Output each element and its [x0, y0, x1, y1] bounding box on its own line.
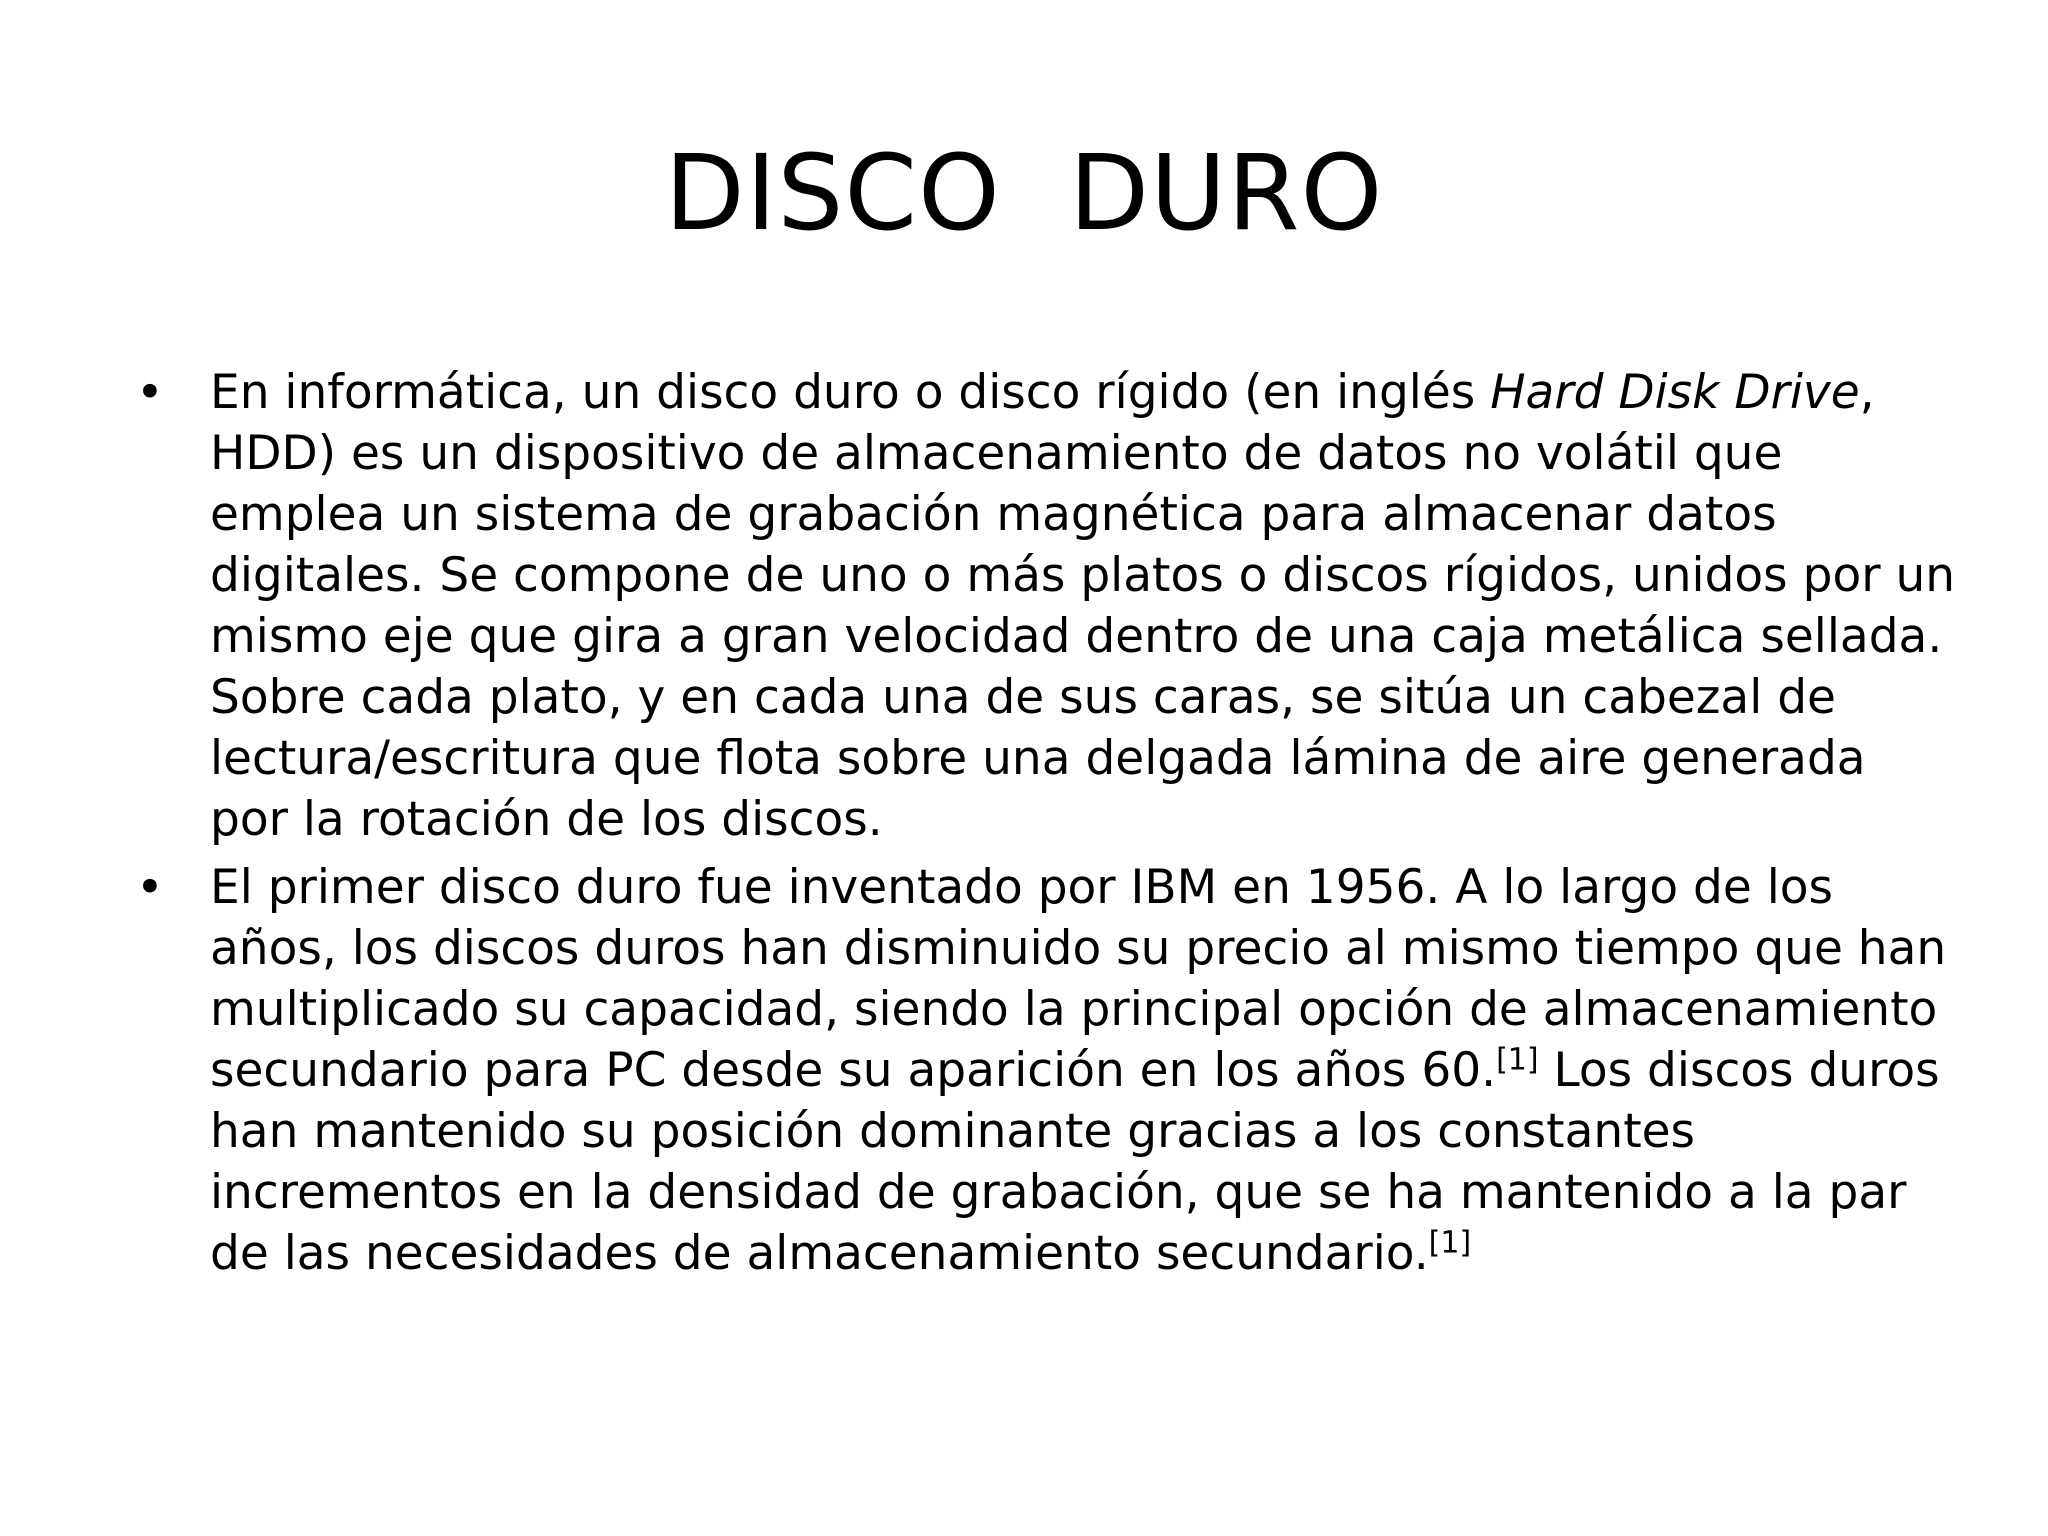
bullet-list: [126, 362, 1956, 1284]
citation-reference: [1]: [1496, 1042, 1539, 1078]
slide-body: [126, 362, 1956, 1291]
slide-title: DISCO DURO: [664, 132, 1384, 254]
history-text-part1: El primer disco duro fue inventado por IBM en 1956. A lo largo de los años, los discos duros han disminuido su precio al mismo tiempo que han multiplicado su capacidad, siendo la principal opción de almacenamiento secundario para PC desde su aparición en los años 60.: [210, 860, 1947, 1098]
bullet-icon: •: [136, 860, 164, 915]
bullet-icon: •: [136, 365, 164, 420]
citation-reference: [1]: [1428, 1225, 1472, 1261]
definition-text-body: , HDD) es un dispositivo de almacenamiento de datos no volátil que emplea un sistema de grabación magnética para almacenar datos digitales. Se compone de uno o más platos o discos rígidos, unidos por un mismo eje que gira a gran velocidad dentro de una caja metálica sellada. Sobre cada plato, y en cada una de sus caras, se sitúa un cabezal de lectura/escritura que flota sobre una delgada lámina de aire generada por la rotación de los discos.: [210, 365, 1956, 847]
bullet-item-definition: [126, 362, 1956, 850]
history-text-part2: Los discos duros han mantenido su posición dominante gracias a los constantes incrementos en la densidad de grabación, que se ha mantenido a la par de las necesidades de almacenamiento secundario.: [210, 1043, 1940, 1281]
definition-text-intro: En informática, un disco duro o disco rígido (en inglés: [210, 365, 1491, 420]
bullet-item-history: [126, 857, 1956, 1284]
definition-term-english: Hard Disk Drive: [1490, 365, 1860, 420]
